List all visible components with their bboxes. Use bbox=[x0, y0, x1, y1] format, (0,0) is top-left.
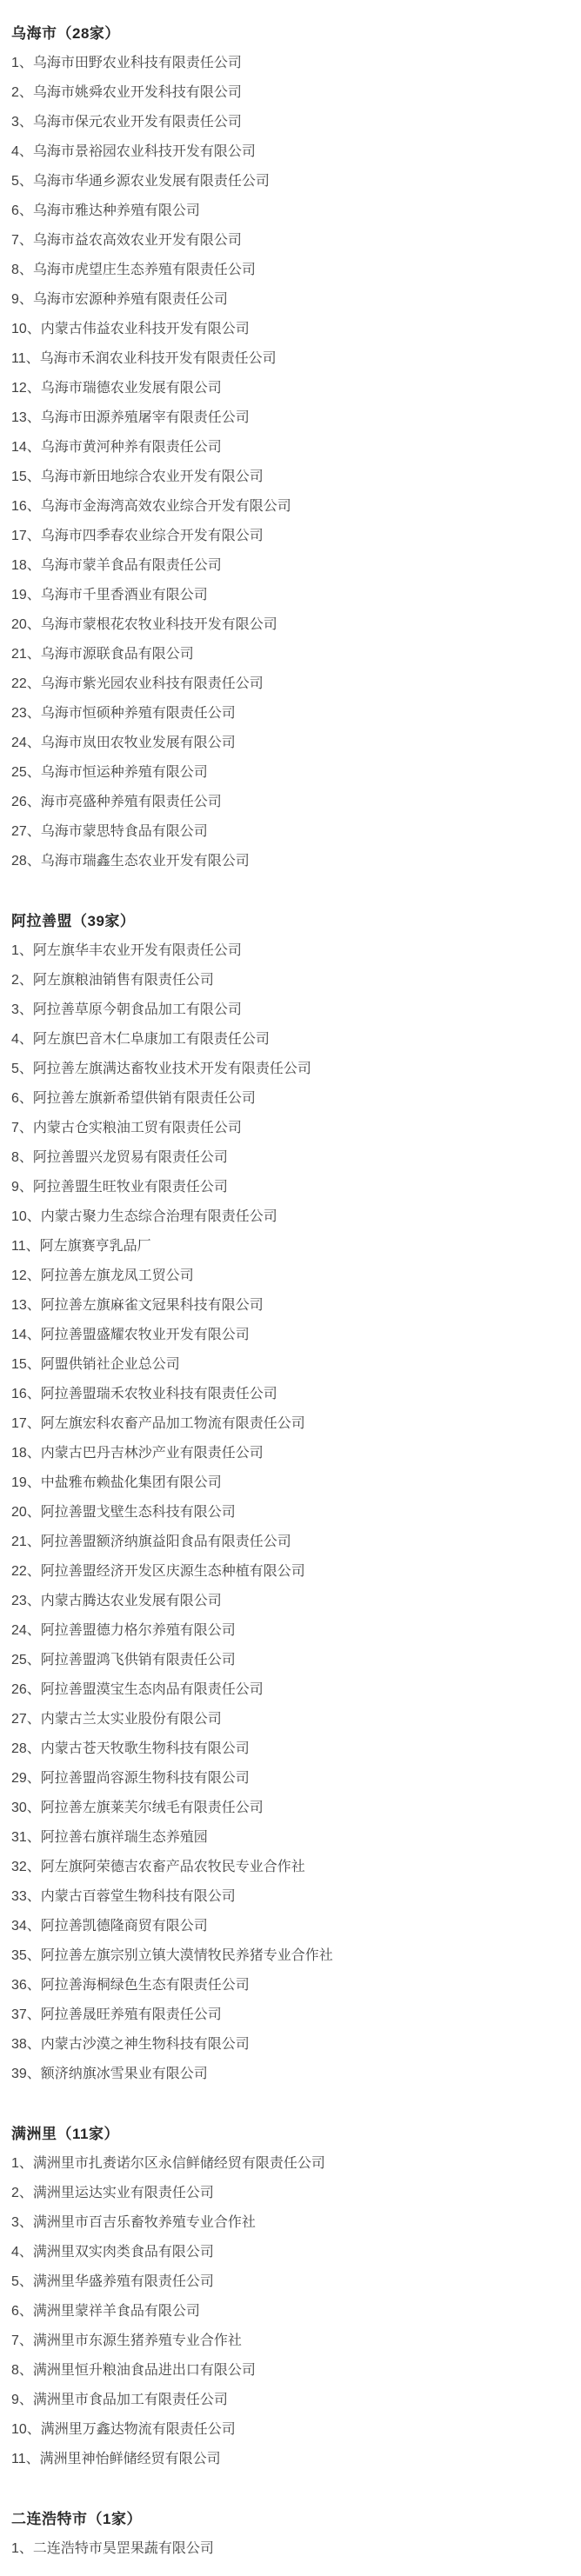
list-item: 1、满洲里市扎赉诺尔区永信鲜储经贸有限责任公司 bbox=[11, 2156, 325, 2171]
list-item: 11、乌海市禾润农业科技开发有限责任公司 bbox=[11, 351, 277, 366]
list-item: 15、乌海市新田地综合农业开发有限公司 bbox=[11, 469, 264, 484]
list-item: 20、乌海市蒙根花农牧业科技开发有限公司 bbox=[11, 617, 277, 632]
list-item: 2、满洲里运达实业有限责任公司 bbox=[11, 2186, 214, 2200]
list-item: 21、乌海市源联食品有限公司 bbox=[11, 647, 194, 662]
list-item: 7、乌海市益农高效农业开发有限公司 bbox=[11, 233, 242, 248]
list-item: 17、阿左旗宏科农畜产品加工物流有限责任公司 bbox=[11, 1416, 305, 1431]
list-item: 21、阿拉善盟额济纳旗益阳食品有限责任公司 bbox=[11, 1534, 291, 1549]
list-item: 33、内蒙古百蓉堂生物科技有限公司 bbox=[11, 1889, 236, 1904]
list-item: 29、阿拉善盟尚容源生物科技有限公司 bbox=[11, 1771, 250, 1786]
list-item: 4、满洲里双实肉类食品有限公司 bbox=[11, 2245, 214, 2260]
list-item: 20、阿拉善盟戈壁生态科技有限公司 bbox=[11, 1505, 236, 1520]
list-item: 11、阿左旗赛亨乳品厂 bbox=[11, 1239, 151, 1254]
list-item: 17、乌海市四季春农业综合开发有限公司 bbox=[11, 529, 264, 543]
list-item: 10、内蒙古伟益农业科技开发有限公司 bbox=[11, 322, 250, 336]
list-item: 5、乌海市华通乡源农业发展有限责任公司 bbox=[11, 174, 270, 189]
list-item: 8、乌海市虎望庄生态养殖有限责任公司 bbox=[11, 263, 256, 277]
list-item: 11、满洲里神怡鲜储经贸有限公司 bbox=[11, 2452, 221, 2466]
list-item: 13、阿拉善左旗麻雀文冠果科技有限公司 bbox=[11, 1298, 264, 1313]
list-item: 1、二连浩特市昊罡果蔬有限公司 bbox=[11, 2541, 214, 2556]
list-item: 34、阿拉善凯德隆商贸有限公司 bbox=[11, 1919, 208, 1934]
list-item: 6、乌海市雅达种养殖有限公司 bbox=[11, 203, 200, 218]
list-item: 16、阿拉善盟瑞禾农牧业科技有限责任公司 bbox=[11, 1387, 277, 1401]
list-item: 22、阿拉善盟经济开发区庆源生态种植有限公司 bbox=[11, 1564, 305, 1579]
list-item: 13、乌海市田源养殖屠宰有限责任公司 bbox=[11, 410, 250, 425]
list-item: 12、阿拉善左旗龙凤工贸公司 bbox=[11, 1268, 194, 1283]
list-item: 4、乌海市景裕园农业科技开发有限公司 bbox=[11, 144, 256, 159]
list-item: 4、阿左旗巴音木仁阜康加工有限责任公司 bbox=[11, 1032, 270, 1047]
list-item: 22、乌海市紫光园农业科技有限责任公司 bbox=[11, 676, 264, 691]
list-item: 23、内蒙古腾达农业发展有限公司 bbox=[11, 1594, 222, 1608]
list-item: 2、阿左旗粮油销售有限责任公司 bbox=[11, 973, 214, 988]
section-heading: 乌海市（28家） bbox=[11, 25, 120, 42]
list-item: 9、阿拉善盟生旺牧业有限责任公司 bbox=[11, 1180, 228, 1195]
list-item: 18、内蒙古巴丹吉林沙产业有限责任公司 bbox=[11, 1446, 264, 1461]
list-item: 26、阿拉善盟漠宝生态肉品有限责任公司 bbox=[11, 1682, 264, 1697]
list-item: 14、阿拉善盟盛耀农牧业开发有限公司 bbox=[11, 1328, 250, 1342]
list-item: 25、阿拉善盟鸿飞供销有限责任公司 bbox=[11, 1653, 236, 1667]
list-item: 2、乌海市姚舜农业开发科技有限公司 bbox=[11, 85, 242, 100]
list-item: 31、阿拉善右旗祥瑞生态养殖园 bbox=[11, 1830, 208, 1845]
list-item: 3、阿拉善草原今朝食品加工有限公司 bbox=[11, 1002, 242, 1017]
list-item: 30、阿拉善左旗莱芙尔绒毛有限责任公司 bbox=[11, 1801, 264, 1815]
list-item: 9、满洲里市食品加工有限责任公司 bbox=[11, 2393, 228, 2407]
list-item: 18、乌海市蒙羊食品有限责任公司 bbox=[11, 558, 222, 573]
list-item: 36、阿拉善海桐绿色生态有限责任公司 bbox=[11, 1978, 250, 1993]
list-item: 6、满洲里蒙祥羊食品有限公司 bbox=[11, 2304, 200, 2319]
list-item: 28、乌海市瑞鑫生态农业开发有限公司 bbox=[11, 854, 250, 869]
list-item: 10、内蒙古聚力生态综合治理有限责任公司 bbox=[11, 1209, 277, 1224]
list-item: 27、乌海市蒙思特食品有限公司 bbox=[11, 824, 208, 839]
list-item: 3、乌海市保元农业开发有限责任公司 bbox=[11, 115, 242, 130]
section-heading: 二连浩特市（1家） bbox=[11, 2511, 142, 2527]
list-item: 5、满洲里华盛养殖有限责任公司 bbox=[11, 2274, 214, 2289]
list-item: 14、乌海市黄河种养有限责任公司 bbox=[11, 440, 222, 455]
list-item: 28、内蒙古苍天牧歌生物科技有限公司 bbox=[11, 1741, 250, 1756]
list-item: 23、乌海市恒硕种养殖有限责任公司 bbox=[11, 706, 236, 721]
list-item: 25、乌海市恒运种养殖有限公司 bbox=[11, 765, 208, 780]
list-item: 5、阿拉善左旗满达畜牧业技术开发有限责任公司 bbox=[11, 1062, 311, 1076]
list-item: 10、满洲里万鑫达物流有限责任公司 bbox=[11, 2422, 236, 2437]
list-item: 7、内蒙古仓实粮油工贸有限责任公司 bbox=[11, 1121, 242, 1135]
list-item: 24、阿拉善盟德力格尔养殖有限公司 bbox=[11, 1623, 236, 1638]
list-item: 37、阿拉善晟旺养殖有限责任公司 bbox=[11, 2007, 222, 2022]
list-item: 9、乌海市宏源种养殖有限责任公司 bbox=[11, 292, 228, 307]
section-heading: 阿拉善盟（39家） bbox=[11, 913, 136, 929]
list-item: 38、内蒙古沙漠之神生物科技有限公司 bbox=[11, 2037, 250, 2052]
list-item: 3、满洲里市百吉乐畜牧养殖专业合作社 bbox=[11, 2215, 256, 2230]
list-item: 12、乌海市瑞德农业发展有限公司 bbox=[11, 381, 222, 396]
list-item: 15、阿盟供销社企业总公司 bbox=[11, 1357, 180, 1372]
list-item: 32、阿左旗阿荣德吉农畜产品农牧民专业合作社 bbox=[11, 1860, 305, 1874]
list-item: 16、乌海市金海湾高效农业综合开发有限公司 bbox=[11, 499, 291, 514]
list-item: 8、阿拉善盟兴龙贸易有限责任公司 bbox=[11, 1150, 228, 1165]
list-item: 39、额济纳旗冰雪果业有限公司 bbox=[11, 2067, 208, 2081]
list-item: 19、乌海市千里香酒业有限公司 bbox=[11, 588, 208, 602]
list-item: 35、阿拉善左旗宗别立镇大漠情牧民养猪专业合作社 bbox=[11, 1948, 333, 1963]
section-heading: 满洲里（11家） bbox=[11, 2126, 119, 2142]
list-item: 1、阿左旗华丰农业开发有限责任公司 bbox=[11, 943, 242, 958]
list-item: 7、满洲里市东源生猪养殖专业合作社 bbox=[11, 2333, 242, 2348]
list-item: 1、乌海市田野农业科技有限责任公司 bbox=[11, 56, 242, 70]
list-item: 24、乌海市岚田农牧业发展有限公司 bbox=[11, 736, 236, 750]
list-item: 6、阿拉善左旗新希望供销有限责任公司 bbox=[11, 1091, 256, 1106]
list-item: 19、中盐雅布赖盐化集团有限公司 bbox=[11, 1475, 222, 1490]
list-item: 27、内蒙古兰太实业股份有限公司 bbox=[11, 1712, 222, 1727]
list-item: 26、海市亮盛种养殖有限责任公司 bbox=[11, 795, 222, 809]
list-item: 8、满洲里恒升粮油食品进出口有限公司 bbox=[11, 2363, 256, 2378]
